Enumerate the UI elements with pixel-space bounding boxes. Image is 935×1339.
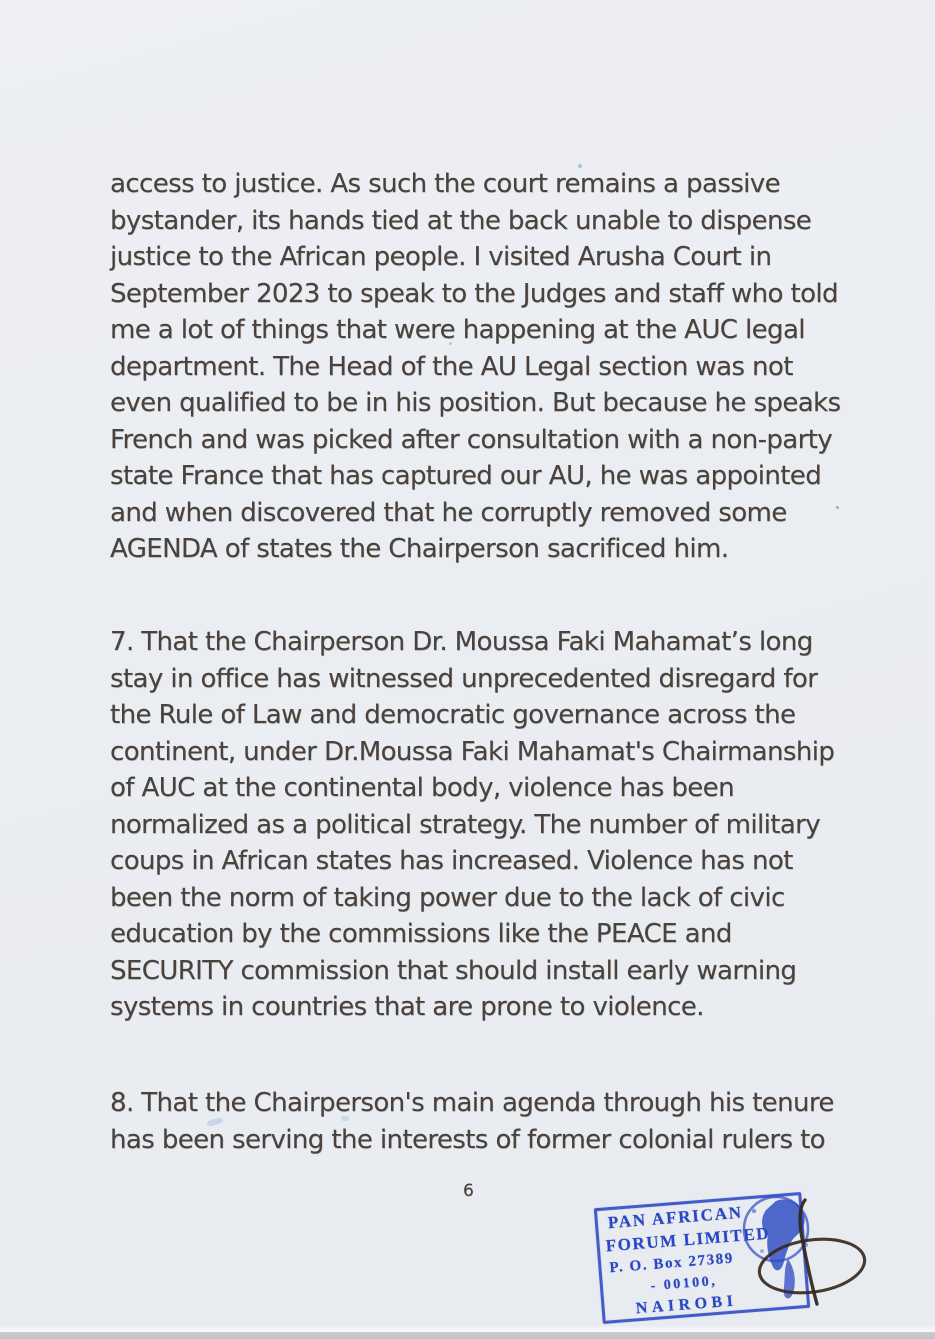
text-line: the Rule of Law and democratic governance across the	[110, 700, 796, 730]
signature	[745, 1195, 885, 1320]
text-line: September 2023 to speak to the Judges and staff who told	[110, 278, 838, 309]
page-number: 6	[463, 1181, 474, 1201]
text-line: even qualified to be in his position. But because he speaks	[110, 388, 841, 418]
paragraph-item-7	[110, 624, 834, 1026]
text-line: been the norm of taking power due to the lack of civic	[110, 882, 785, 913]
stamp-line-1: PAN AFRICAN	[607, 1202, 744, 1233]
text-line: French and was picked after consultation with a non-party	[110, 424, 833, 455]
text-line: me a lot of things that were happening at the AUC legal	[110, 315, 805, 345]
scan-speck	[449, 342, 452, 345]
text-line: bystander, its hands tied at the back unable to dispense	[110, 205, 812, 236]
text-line: department. The Head of the AU Legal section was not	[110, 351, 793, 382]
text-line: and when discovered that he corruptly removed some	[110, 497, 787, 528]
stamp-line-4: - 00100,	[650, 1273, 718, 1295]
stamp-line-3: P. O. Box 27389	[608, 1250, 735, 1277]
text-line: of AUC at the continental body, violence has been	[110, 773, 734, 803]
text-line: stay in office has witnessed unprecedented disregard for	[110, 663, 818, 694]
stamp-line-2: FORUM LIMITED	[605, 1223, 771, 1256]
scan-speck	[341, 1116, 349, 1121]
text-line: access to justice. As such the court remains a passive	[110, 169, 780, 199]
text-line: coups in African states has increased. Violence has not	[110, 846, 793, 876]
text-line: state France that has captured our AU, he was appointed	[110, 461, 822, 491]
scan-speck	[578, 164, 582, 168]
text-line: justice to the African people. I visited Arusha Court in	[110, 242, 772, 272]
scanner-bed	[0, 1332, 935, 1339]
text-line: SECURITY commission that should install early warning	[110, 955, 797, 986]
text-line: continent, under Dr.Moussa Faki Mahamat's Chairmanship	[110, 736, 835, 767]
scan-speck	[836, 506, 839, 509]
text-line: 7. That the Chairperson Dr. Moussa Faki Mahamat’s long	[110, 627, 813, 657]
stamp-line-5: NAIROBI	[635, 1292, 738, 1318]
text-line: normalized as a political strategy. The number of military	[110, 809, 821, 840]
text-line: education by the commissions like the PEACE and	[110, 919, 732, 949]
text-line: 8. That the Chairperson's main agenda through his tenure	[110, 1088, 834, 1118]
text-line: systems in countries that are prone to violence.	[110, 992, 704, 1022]
text-line: has been serving the interests of former colonial rulers to	[110, 1124, 825, 1155]
text-line: AGENDA of states the Chairperson sacrificed him.	[110, 534, 729, 564]
paragraph-continuation	[110, 166, 840, 568]
